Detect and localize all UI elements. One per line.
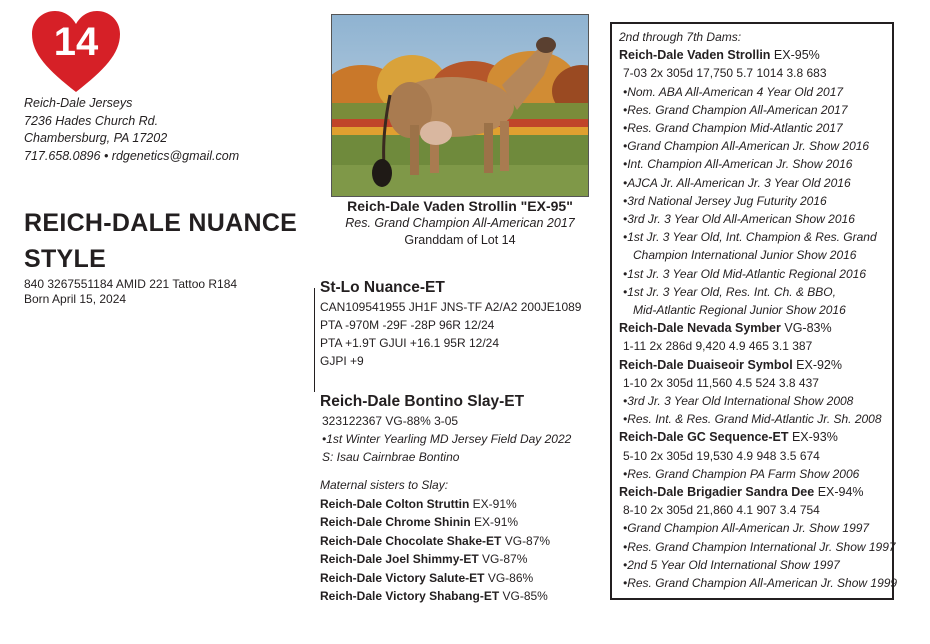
- dam-heading: [619, 428, 891, 446]
- dam-record: 5-10 2x 305d 19,530 4.9 948 3.5 674: [623, 448, 820, 463]
- dam-heading-score: EX-95%: [770, 48, 820, 63]
- list-item: [320, 495, 550, 514]
- dam-heading: [619, 356, 891, 374]
- animal-born: Born April 15, 2024: [24, 292, 127, 306]
- achievement: •3rd Jr. 3 Year Old All-American Show 2016: [623, 212, 855, 227]
- dam-heading-name: Reich-Dale GC Sequence-ET: [619, 430, 789, 445]
- sister-name: Reich-Dale Colton Struttin: [320, 496, 470, 511]
- dam-record: 7-03 2x 305d 17,750 5.7 1014 3.8 683: [623, 66, 827, 81]
- sire-line1: CAN109541955 JH1F JNS-TF A2/A2 200JE1089: [320, 300, 582, 314]
- sister-score: VG-87%: [478, 552, 528, 566]
- list-item: [320, 513, 550, 532]
- sister-score: VG-87%: [501, 533, 551, 548]
- dam-record: 1-11 2x 286d 9,420 4.9 465 3.1 387: [623, 339, 813, 354]
- dam-line1: 323122367 VG-88% 3-05: [322, 414, 459, 428]
- list-item: [320, 550, 550, 569]
- sister-name: Reich-Dale Chocolate Shake-ET: [320, 533, 502, 548]
- photo-award: Res. Grand Champion All-American 2017: [345, 216, 575, 230]
- dam-name: Reich-Dale Bontino Slay-ET: [320, 393, 525, 410]
- consignor-address1: 7236 Hades Church Rd.: [24, 113, 159, 128]
- cow-image: [332, 15, 588, 196]
- consignor-name: Reich-Dale Jerseys: [24, 96, 133, 110]
- sister-score: EX-91%: [469, 496, 517, 511]
- list-item: [320, 532, 550, 551]
- cow-photo: [331, 14, 589, 197]
- animal-title: [24, 205, 314, 277]
- sisters-label: Maternal sisters to Slay:: [320, 478, 449, 492]
- dam-heading: [619, 319, 891, 337]
- dam-section: [322, 392, 571, 466]
- sister-name: Reich-Dale Joel Shimmy-ET: [320, 552, 479, 566]
- consignor-info: [24, 95, 239, 165]
- achievement: •Res. Grand Champion International Jr. Show 1997: [623, 539, 896, 554]
- dam-heading-score: VG-83%: [780, 321, 832, 336]
- list-item: [320, 587, 550, 606]
- achievement: •Nom. ABA All-American 4 Year Old 2017: [623, 84, 844, 99]
- achievement: •AJCA Jr. All-American Jr. 3 Year Old 2016: [623, 175, 851, 190]
- achievement: •Res. Grand Champion All-American Jr. Show 1999: [623, 576, 898, 591]
- animal-ids: [24, 277, 237, 307]
- dam-heading-name: Reich-Dale Duaiseoir Symbol: [619, 357, 793, 372]
- dams-box-content: [619, 28, 898, 592]
- dam-heading-score: EX-93%: [788, 430, 838, 445]
- sire-line4: GJPI +9: [320, 354, 364, 368]
- achievement: Mid-Atlantic Regional Junior Show 2016: [633, 303, 846, 318]
- photo-caption: [331, 198, 589, 249]
- achievement: •Res. Grand Champion Mid-Atlantic 2017: [623, 121, 843, 136]
- achievement: •Res. Grand Champion PA Farm Show 2006: [623, 466, 860, 481]
- achievement: •3rd Jr. 3 Year Old International Show 2008: [623, 394, 854, 409]
- dam-heading: [619, 483, 891, 501]
- dam-heading: [619, 46, 891, 64]
- achievement: •Grand Champion All-American Jr. Show 2016: [623, 139, 870, 154]
- achievement: •1st Jr. 3 Year Old, Res. Int. Ch. & BBO,: [623, 284, 836, 299]
- achievement: Champion International Junior Show 2016: [633, 248, 857, 263]
- achievement: •2nd 5 Year Old International Show 1997: [623, 557, 840, 572]
- animal-name-line1: REICH-DALE NUANCE: [24, 209, 298, 237]
- sister-score: VG-85%: [499, 589, 548, 603]
- lot-number: 14: [53, 20, 99, 64]
- achievement: •Grand Champion All-American Jr. Show 1997: [623, 521, 870, 536]
- pedigree-bracket: [314, 288, 315, 392]
- achievement: •1st Jr. 3 Year Old Mid-Atlantic Regional 2016: [623, 266, 866, 281]
- sire-name: St-Lo Nuance-ET: [320, 279, 445, 296]
- achievement: •Res. Grand Champion All-American 2017: [623, 102, 848, 117]
- sister-name: Reich-Dale Victory Salute-ET: [320, 570, 485, 585]
- animal-id-line: 840 3267551184 AMID 221 Tattoo R184: [24, 277, 238, 291]
- achievement: •Int. Champion All-American Jr. Show 2016: [623, 157, 853, 172]
- dam-record: 8-10 2x 305d 21,860 4.1 907 3.4 754: [623, 503, 820, 518]
- dam-heading-score: EX-92%: [792, 357, 843, 372]
- dam-heading-name: Reich-Dale Brigadier Sandra Dee: [619, 485, 815, 500]
- photo-cow-name: Reich-Dale Vaden Strollin "EX-95": [347, 198, 573, 214]
- sister-name: Reich-Dale Chrome Shinin: [320, 515, 471, 529]
- dam-line2: •1st Winter Yearling MD Jersey Field Day 2022: [322, 432, 572, 446]
- animal-name-line2: STYLE: [24, 245, 107, 273]
- consignor-contact: 717.658.0896 • rdgenetics@gmail.com: [24, 148, 240, 163]
- sister-name: Reich-Dale Victory Shabang-ET: [320, 589, 500, 603]
- sire-line2: PTA -970M -29F -28P 96R 12/24: [320, 318, 495, 332]
- sister-score: EX-91%: [470, 515, 519, 529]
- achievement: •1st Jr. 3 Year Old, Int. Champion & Res. Grand: [623, 230, 877, 245]
- achievement: •Res. Int. & Res. Grand Mid-Atlantic Jr. Sh. 2008: [623, 412, 882, 427]
- sire-section: [320, 278, 581, 370]
- dam-line3: S: Isau Cairnbrae Bontino: [322, 450, 460, 464]
- dam-record: 1-10 2x 305d 11,560 4.5 524 3.8 437: [623, 375, 819, 390]
- list-item: [320, 569, 550, 588]
- sire-line3: PTA +1.9T GJUI +16.1 95R 12/24: [320, 336, 499, 350]
- dam-heading-score: EX-94%: [814, 485, 864, 500]
- dams-box-label: 2nd through 7th Dams:: [619, 30, 742, 44]
- sister-score: VG-86%: [484, 570, 534, 585]
- dam-heading-name: Reich-Dale Vaden Strollin: [619, 48, 771, 63]
- achievement: •3rd National Jersey Jug Futurity 2016: [623, 193, 827, 208]
- dam-heading-name: Reich-Dale Nevada Symber: [619, 321, 781, 336]
- consignor-address2: Chambersburg, PA 17202: [24, 131, 168, 145]
- photo-relation: Granddam of Lot 14: [404, 233, 516, 247]
- maternal-sisters: [320, 476, 550, 606]
